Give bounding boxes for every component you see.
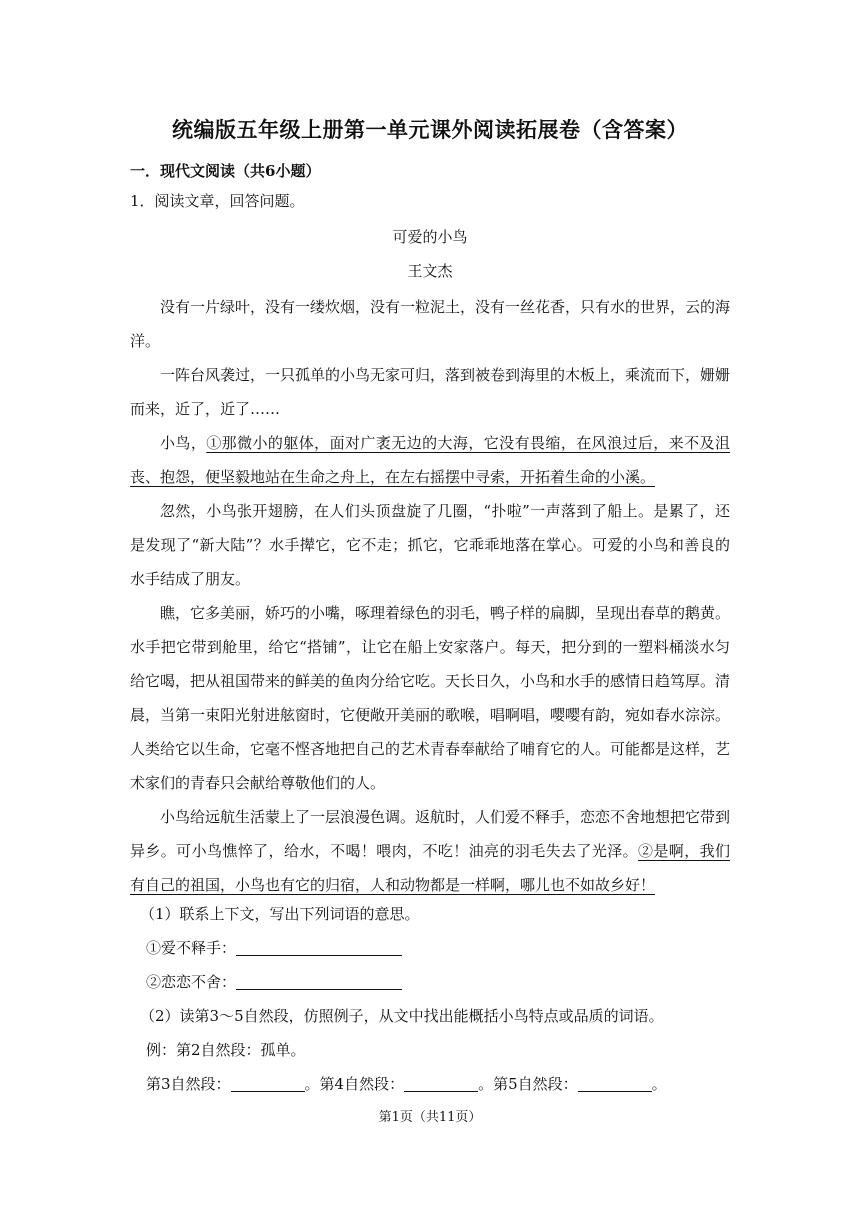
answer-blank[interactable]: [236, 937, 402, 956]
question-2-answers: [130, 1067, 750, 1101]
question-2-example: 例：第2自然段：孤单。: [146, 1041, 306, 1059]
question-stem: 1．阅读文章，回答问题。: [130, 192, 305, 210]
answer-blank[interactable]: [404, 1073, 478, 1092]
question-1-item-1-label: ①爱不释手：: [146, 939, 237, 957]
question-2-p5-label: 。第5自然段：: [478, 1075, 578, 1093]
question-1-item-2: [130, 965, 750, 999]
question-2-p3-label: 第3自然段：: [146, 1075, 231, 1093]
article-author: 王文杰: [407, 262, 453, 280]
answer-blank[interactable]: [578, 1073, 652, 1092]
article-paragraph-5: 瞧，它多美丽，娇巧的小嘴，啄理着绿色的羽毛，鸭子样的扁脚，呈现出春草的鹅黄。水手把它带到舱里，给它“搭铺”，让它在船上安家落户。每天，把分到的一塑料桶淡水匀给它喝，把从祖国带来的鲜美的鱼肉分给它吃。天长日久，小鸟和水手的感情日趋笃厚。清晨，当第一束阳光射进舷窗时，它便敞开美丽的歌喉，唱啊唱，嘤嘤有韵，宛如春水淙淙。人类给它以生命，它毫不悭吝地把自己的艺术青春奉献给了哺育它的人。可能都是这样，艺术家们的青春只会献给尊敬他们的人。: [130, 604, 731, 792]
underlined-sentence-1: ①那微小的躯体，面对广袤无边的大海，它没有畏缩，在风浪过后，来不及沮丧、抱怨，便坚毅地站在生命之舟上，在左右摇摆中寻索，开拓着生命的小溪。: [130, 434, 730, 486]
underlined-sentence-2: ②是啊，我们有自己的祖国，小鸟也有它的归宿，人和动物都是一样啊，哪儿也不如故乡好！: [130, 842, 730, 894]
paragraph-3-lead: 小鸟，: [160, 434, 207, 452]
article-paragraph-3: [130, 426, 730, 494]
question-2-end-mark: 。: [651, 1075, 667, 1093]
article-paragraph-1: 没有一片绿叶，没有一缕炊烟，没有一粒泥土，没有一丝花香，只有水的世界，云的海洋。: [130, 298, 731, 350]
article-body: [130, 290, 730, 902]
paragraph-6-lead: 小鸟给远航生活蒙上了一层浪漫色调。返航时，人们爱不释手，恋恋不舍地想把它带到异乡。可小鸟憔悴了，给水，不喝！喂肉，不吃！油亮的羽毛失去了光泽。: [130, 808, 731, 860]
answer-blank[interactable]: [236, 971, 402, 990]
answer-blank[interactable]: [231, 1073, 305, 1092]
questions-block: [130, 897, 750, 1101]
section-heading: 一．现代文阅读（共6小题）: [130, 162, 321, 180]
page-footer: 第1页（共11页）: [378, 1110, 482, 1125]
question-2-label: （2）读第3～5自然段，仿照例子，从文中找出能概括小鸟特点或品质的词语。: [140, 1007, 664, 1025]
article-paragraph-2: 一阵台风袭过，一只孤单的小鸟无家可归，落到被卷到海里的木板上，乘流而下，姗姗而来，近了，近了……: [130, 366, 731, 418]
question-1-item-2-label: ②恋恋不舍：: [146, 973, 237, 991]
question-1-label: （1）联系上下文，写出下列词语的意思。: [140, 905, 420, 923]
question-2-p4-label: 。第4自然段：: [304, 1075, 405, 1093]
question-1-item-1: [130, 931, 750, 965]
article-paragraph-4: 忽然，小鸟张开翅膀，在人们头顶盘旋了几圈，“扑啦”一声落到了船上。是累了，还是发现了“新大陆”？水手撵它，它不走；抓它，它乖乖地落在掌心。可爱的小鸟和善良的水手结成了朋友。: [130, 502, 730, 588]
page-title: 统编版五年级上册第一单元课外阅读拓展卷（含答案）: [172, 117, 688, 142]
article-paragraph-6: [130, 800, 730, 902]
article-title: 可爱的小鸟: [392, 228, 468, 246]
